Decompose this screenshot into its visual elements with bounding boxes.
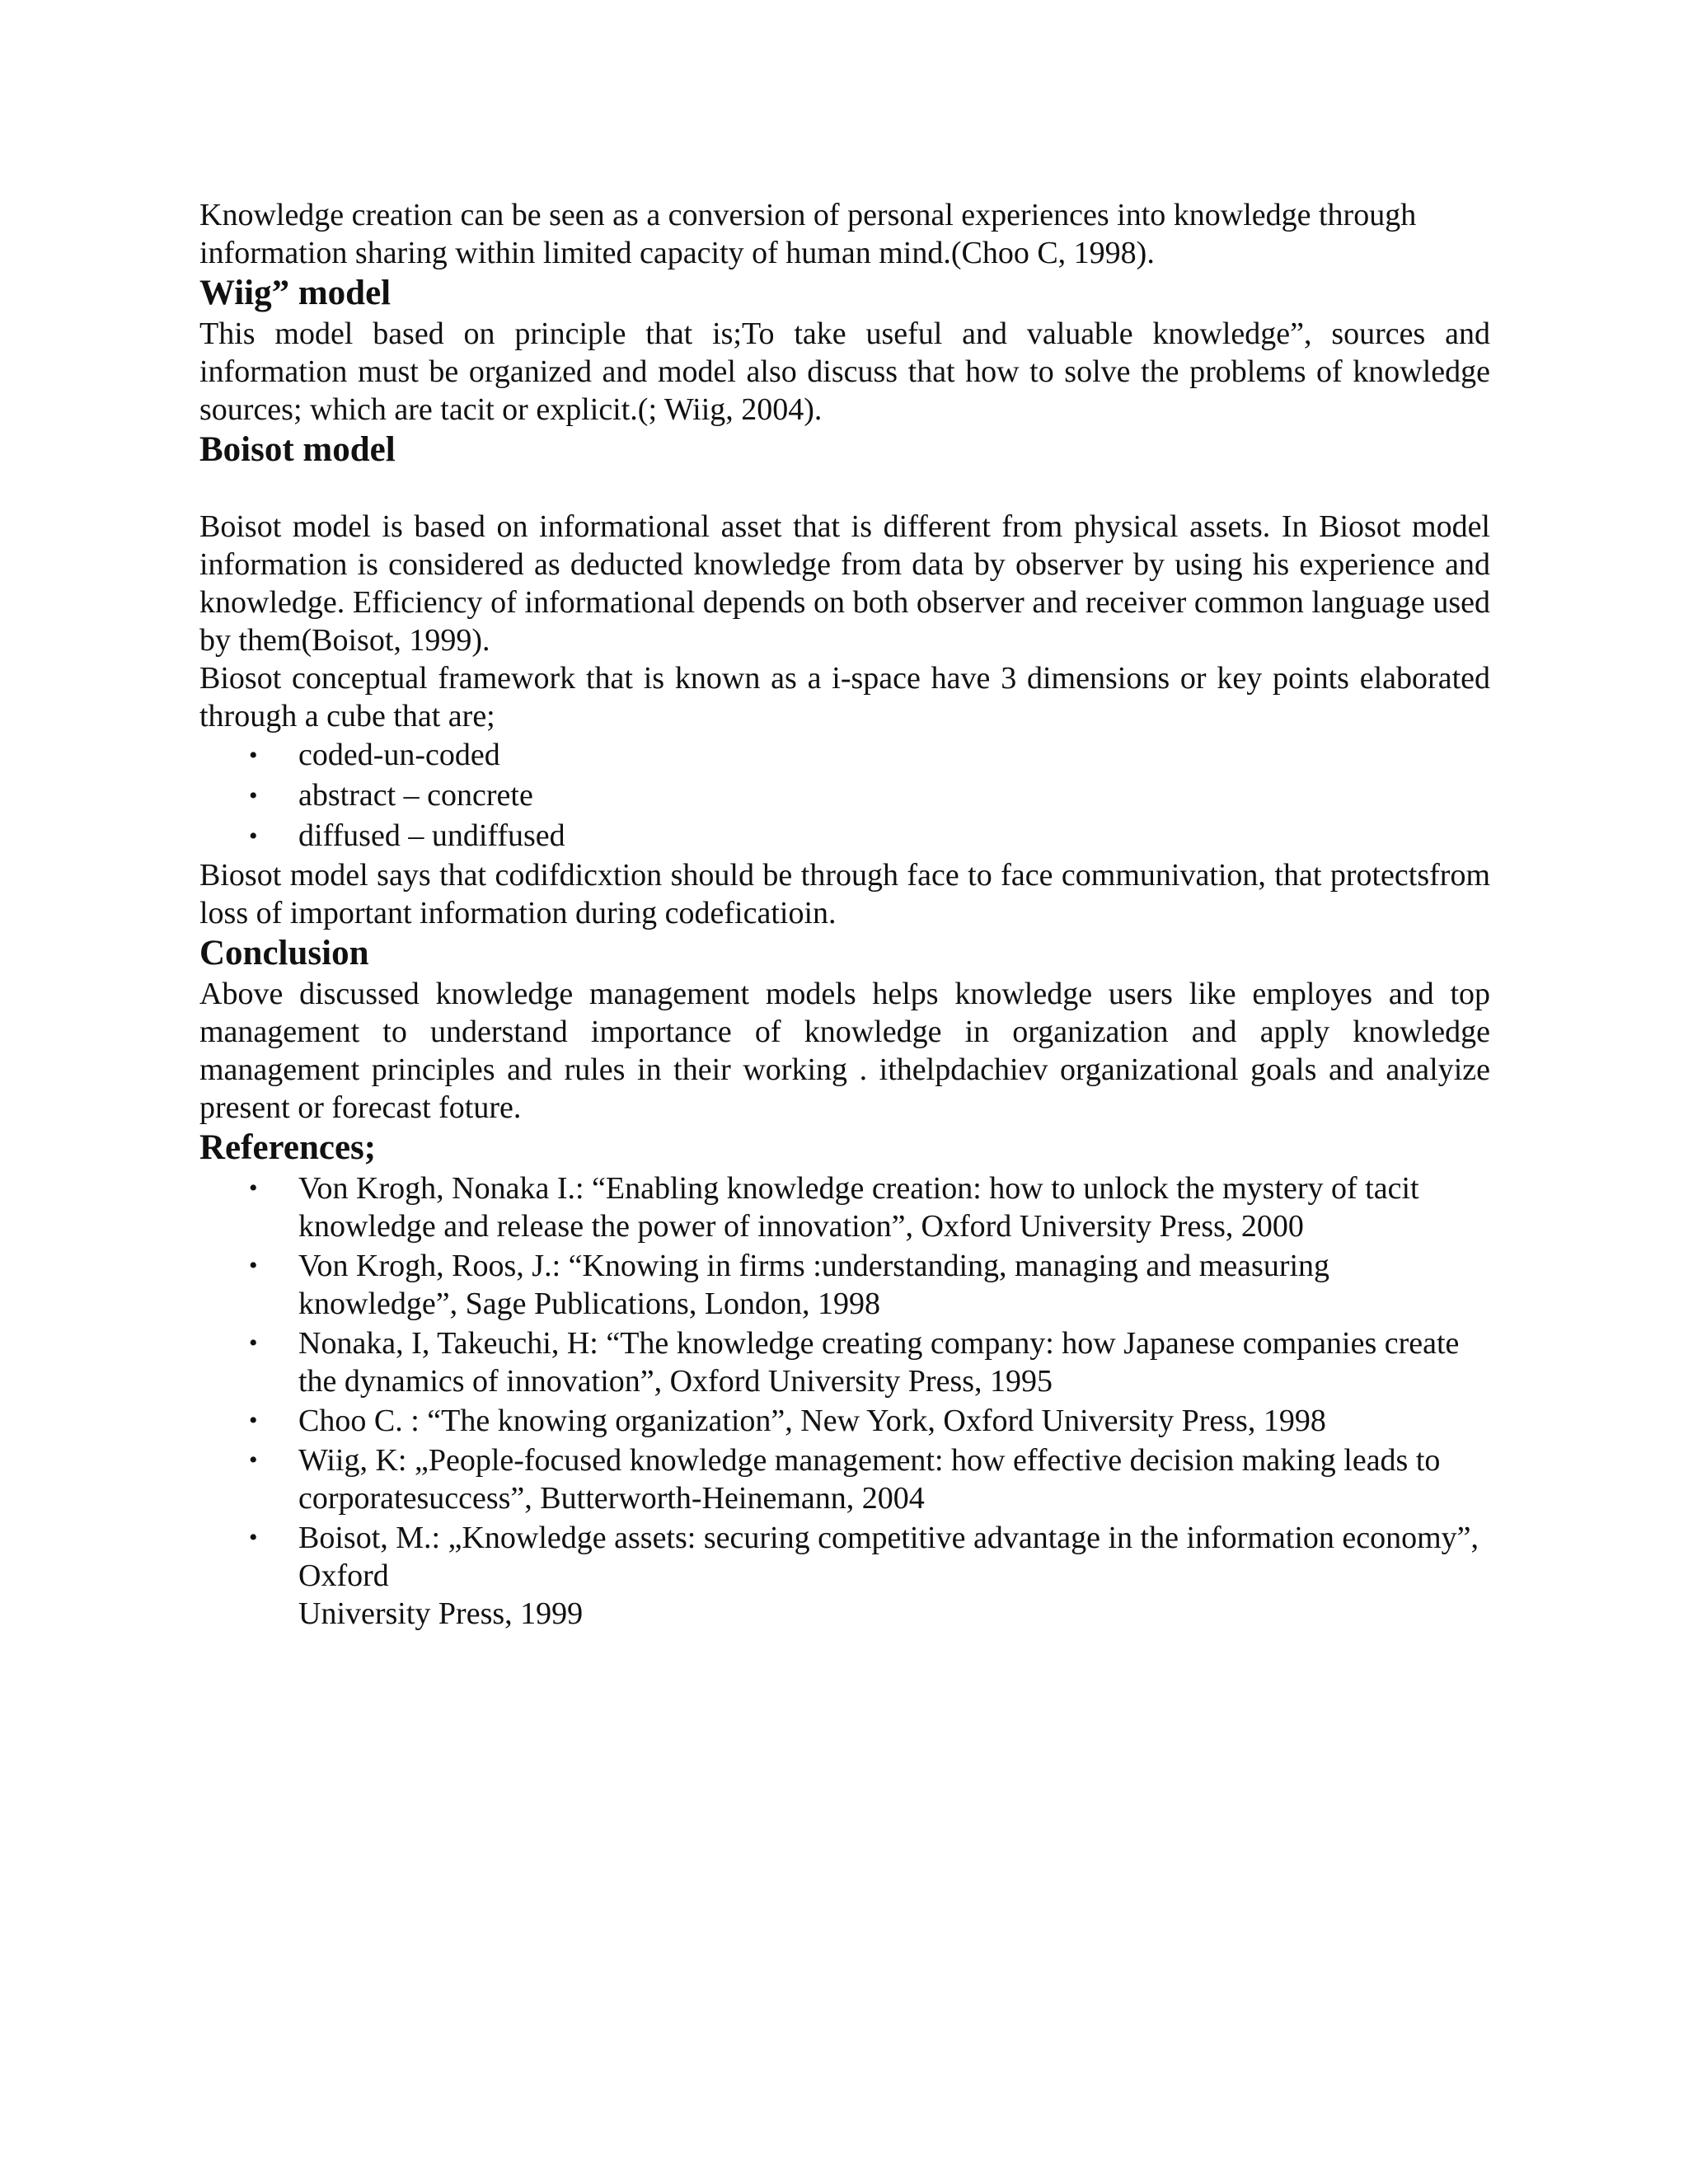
reference-item <box>199 1169 1490 1245</box>
reference-item <box>199 1247 1490 1323</box>
spacer <box>199 471 1490 508</box>
list-item-text: diffused – undiffused <box>298 818 565 853</box>
reference-text-continuation: University Press, 1999 <box>298 1596 584 1631</box>
conclusion-paragraph: Above discussed knowledge management models helps knowledge users like employes and top management to understand importance of knowledge in organization and apply knowledge management principles and rules in their working . ithelpdachiev organizational goals and analyize present or forecast foture. <box>199 977 1490 1125</box>
bullet-icon: • <box>249 1407 258 1434</box>
boisot-paragraph-1: Boisot model is based on informational asset that is different from physical assets. In Biosot model information is considered as deducted knowledge from data by observer by using his experience and knowledge. Efficiency of informational depends on both observer and receiver common language used by them(Boisot, 1999). <box>199 509 1490 658</box>
boisot-dimensions-list <box>199 735 1490 856</box>
reference-item <box>199 1441 1490 1517</box>
wiig-heading: Wiig” model <box>199 274 392 312</box>
reference-text: Wiig, K: „People-focused knowledge management: how effective decision making leads to corporatesuccess”, Butterworth-Heinemann, 2004 <box>298 1443 1441 1516</box>
list-item-text: coded-un-coded <box>298 738 500 772</box>
reference-text: Nonaka, I, Takeuchi, H: “The knowledge creating company: how Japanese companies create the dynamics of innovation”, Oxford University Press, 1995 <box>298 1326 1460 1399</box>
boisot-paragraph-2: Biosot conceptual framework that is known as a i-space have 3 dimensions or key points elaborated through a cube that are; <box>199 661 1490 733</box>
conclusion-heading: Conclusion <box>199 934 369 972</box>
boisot-heading: Boisot model <box>199 430 396 469</box>
bullet-icon: • <box>249 1446 258 1474</box>
wiig-paragraph: This model based on principle that is;To take useful and valuable knowledge”, sources and information must be organized and model also discuss that how to solve the problems of knowledge sources; which are tacit or explicit.(; Wiig, 2004). <box>199 316 1490 427</box>
reference-item <box>199 1519 1490 1633</box>
bullet-icon: • <box>249 1174 258 1202</box>
reference-text: Boisot, M.: „Knowledge assets: securing competitive advantage in the information economy”, Oxford <box>298 1521 1479 1593</box>
reference-item <box>199 1324 1490 1400</box>
reference-item <box>199 1402 1490 1440</box>
references-list <box>199 1169 1490 1633</box>
bullet-icon: • <box>249 1329 258 1357</box>
bullet-icon: • <box>249 823 258 850</box>
document-page <box>199 196 1490 1634</box>
list-item <box>199 816 1490 856</box>
references-heading: References; <box>199 1128 377 1167</box>
bullet-icon: • <box>249 1252 258 1279</box>
list-item <box>199 776 1490 816</box>
reference-text: Choo C. : “The knowing organization”, New York, Oxford University Press, 1998 <box>298 1404 1326 1438</box>
list-item <box>199 735 1490 776</box>
reference-text: Von Krogh, Nonaka I.: “Enabling knowledge creation: how to unlock the mystery of tacit knowledge and release the power of innovation”, Oxford University Press, 2000 <box>298 1171 1419 1244</box>
bullet-icon: • <box>249 742 258 769</box>
boisot-paragraph-3: Biosot model says that codifdicxtion should be through face to face communivation, that protectsfrom loss of important information during codeficatioin. <box>199 858 1490 930</box>
bullet-icon: • <box>249 1524 258 1551</box>
bullet-icon: • <box>249 782 258 809</box>
reference-text: Von Krogh, Roos, J.: “Knowing in firms :understanding, managing and measuring knowledge”, Sage Publications, London, 1998 <box>298 1249 1330 1321</box>
intro-paragraph: Knowledge creation can be seen as a conversion of personal experiences into knowledge through information sharing within limited capacity of human mind.(Choo C, 1998). <box>199 198 1417 270</box>
list-item-text: abstract – concrete <box>298 778 533 813</box>
